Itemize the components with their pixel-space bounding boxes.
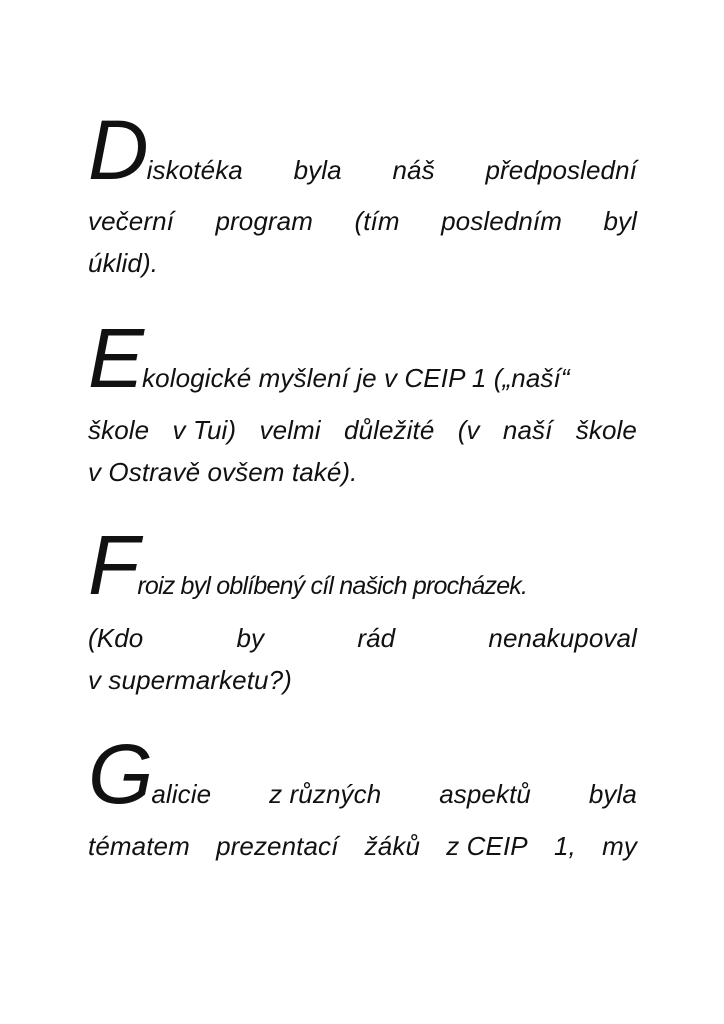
drop-cap-d: D: [88, 103, 147, 197]
paragraph-g-line-2: tématem prezentací žáků z CEIP 1, my: [88, 831, 637, 861]
paragraph-d-line-1: D iskotéka byla náš předposlední: [88, 103, 637, 197]
paragraph-e-line-1: E kologické myšlení je v CEIP 1 („naší“: [88, 311, 570, 405]
paragraph-g-first-word: G alicie: [88, 727, 212, 821]
paragraph-f-line-3: v supermarketu?): [88, 665, 292, 695]
paragraph-f-line-1: F roiz byl oblíbený cíl našich procházek.: [88, 518, 528, 612]
drop-cap-g: G: [88, 727, 152, 821]
paragraph-d-first-word: D iskotéka: [88, 103, 243, 197]
paragraph-f-line-2: (Kdo by rád nenakupoval: [88, 623, 637, 653]
paragraph-d-line-3: úklid).: [88, 248, 159, 278]
paragraph-e-line-2: škole v Tui) velmi důležité (v naší škole: [88, 415, 637, 445]
drop-cap-e: E: [88, 311, 143, 405]
paragraph-g-line-1: G alicie z různých aspektů byla: [88, 727, 637, 821]
paragraph-d-line-2: večerní program (tím posledním byl: [88, 206, 637, 236]
drop-cap-f: F: [88, 518, 138, 612]
paragraph-e-line-3: v Ostravě ovšem také).: [88, 457, 358, 487]
